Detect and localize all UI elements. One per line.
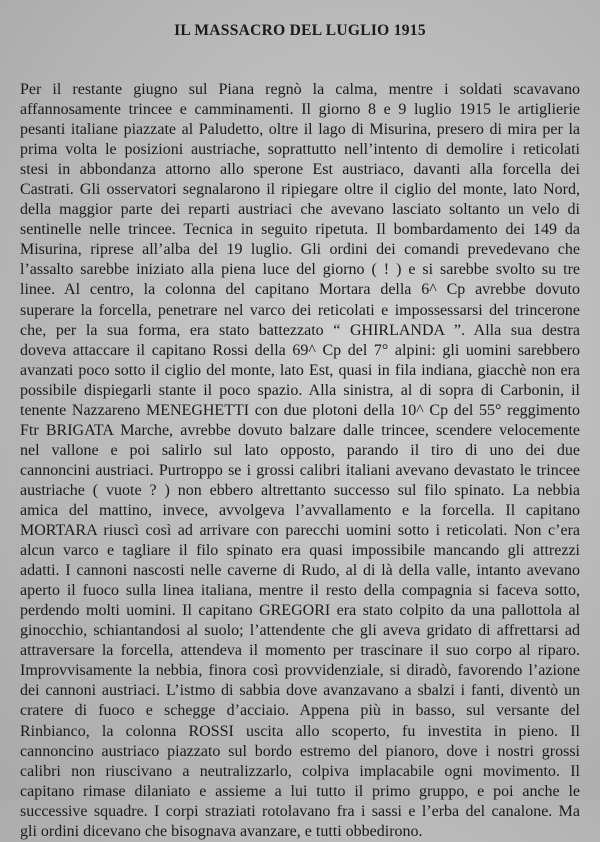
text-line: doveva attaccare il capitano Rossi della 69^ Cp del 7° alpini: gli uomini sarebbero: [20, 341, 580, 359]
text-line: dei cannoni austriaci. L’istmo di sabbia dove avanzavano a sbalzi i fanti, diventò un: [20, 682, 580, 700]
text-line: austriache ( vuote ? ) non ebbero altrettanto successo sul filo spinato. La nebbia: [20, 481, 580, 499]
text-line: che, per la sua forma, era stato battezzato “ GHIRLANDA ”. Alla sua destra: [20, 321, 580, 339]
text-line: Improvvisamente la nebbia, finora così provvidenziale, si diradò, favorendo l’azione: [20, 662, 580, 680]
text-line: MORTARA riuscì così ad arrivare con parecchi uomini sotto i reticolati. Non c’era: [20, 522, 580, 540]
text-line: stesi in abbondanza attorno allo sperone Est austriaco, davanti alla forcella dei: [20, 161, 580, 179]
text-line: aperto il fuoco sulla linea italiana, mentre il resto della compagnia si faceva sotto,: [20, 582, 580, 600]
text-line: Castrati. Gli osservatori segnalarono il ripiegare oltre il ciglio del monte, lato Nord,: [20, 181, 580, 199]
document-title: IL MASSACRO DEL LUGLIO 1915: [174, 22, 426, 39]
text-line: attraversare la forcella, attendeva il momento per trascinare il suo corpo al riparo.: [20, 642, 580, 660]
text-line: cratere di fuoco e schegge d’acciaio. Appena più in basso, sul versante del: [20, 702, 580, 720]
text-line: Misurina, riprese all’alba del 19 luglio. Gli ordini dei comandi prevedevano che: [20, 241, 580, 259]
text-line: prima volta le posizioni austriache, soprattutto nell’intento di demolire i reticolati: [20, 141, 580, 159]
text-line: Ftr BRIGATA Marche, avrebbe dovuto balzare dalle trincee, scendere velocemente: [20, 421, 580, 439]
text-line: l’assalto sarebbe iniziato alla piena luce del giorno ( ! ) e si sarebbe svolto su tre: [20, 261, 580, 279]
text-line: tenente Nazzareno MENEGHETTI con due plotoni della 10^ Cp del 55° reggimento: [20, 401, 580, 419]
text-line: amica del mattino, invece, avvolgeva l’avvallamento e la forcella. Il capitano: [20, 501, 580, 519]
text-line: cannoncino austriaco piazzato sul bordo estremo del pianoro, dove i nostri grossi: [20, 742, 580, 760]
text-line: della maggior parte dei reparti austriaci che avevano lasciato soltanto un velo di: [20, 201, 580, 219]
text-line: ginocchio, schiantandosi al suolo; l’attendente che gli aveva gridato di affrettarsi ad: [20, 622, 580, 640]
text-line: cannoncini austriaci. Purtroppo se i grossi calibri italiani avevano devastato le trincee: [20, 461, 580, 479]
text-line: perdendo molti uomini. Il capitano GREGORI era stato colpito da una pallottola al: [20, 602, 580, 620]
text-line: affannosamente trincee e camminamenti. Il giorno 8 e 9 luglio 1915 le artiglierie: [20, 101, 580, 119]
text-line: capitano rimase dilaniato e assieme a lui tutto il primo gruppo, e poi anche le: [20, 782, 580, 800]
text-line: Per il restante giugno sul Piana regnò la calma, mentre i soldati scavavano: [20, 81, 580, 98]
text-line: nel vallone e poi salirlo sul lato opposto, parando il tiro di uno dei due: [20, 441, 580, 459]
text-line: Rinbianco, la colonna ROSSI uscita allo scoperto, fu investita in pieno. Il: [20, 722, 580, 740]
text-line: successive squadre. I corpi straziati rotolavano fra i sassi e l’erba del canalone. Ma: [20, 802, 580, 820]
text-line: avanzati poco sotto il ciglio del monte, lato Est, quasi in fila indiana, giacchè non era: [20, 361, 580, 379]
text-line: sentinelle nelle trincee. Tecnica in seguito ripetuta. Il bombardamento dei 149 da: [20, 221, 580, 239]
text-line: adatti. I cannoni nascosti nelle caverne di Rudo, al di là della valle, intanto avevano: [20, 562, 580, 580]
text-line: pesanti italiane piazzate al Paludetto, oltre il lago di Misurina, presero di mira per la: [20, 121, 580, 139]
text-line: superare la forcella, penetrare nel varco dei reticolati e impossessarsi del trincerone: [20, 301, 580, 319]
text-line: possibile dispiegarli stante il poco spazio. Alla sinistra, al di sopra di Carbonin, il: [20, 381, 580, 399]
text-line: calibri non riuscivano a neutralizzarlo, colpiva implacabile ogni movimento. Il: [20, 762, 580, 780]
document-body: [20, 80, 580, 842]
text-line: gli ordini dicevano che bisognava avanzare, e tutti obbedirono.: [20, 822, 423, 840]
text-line: linee. Al centro, la colonna del capitano Mortara della 6^ Cp avrebbe dovuto: [20, 281, 580, 299]
text-line: alcun varco e tagliare il filo spinato era quasi impossibile mancando gli attrezzi: [20, 542, 580, 560]
